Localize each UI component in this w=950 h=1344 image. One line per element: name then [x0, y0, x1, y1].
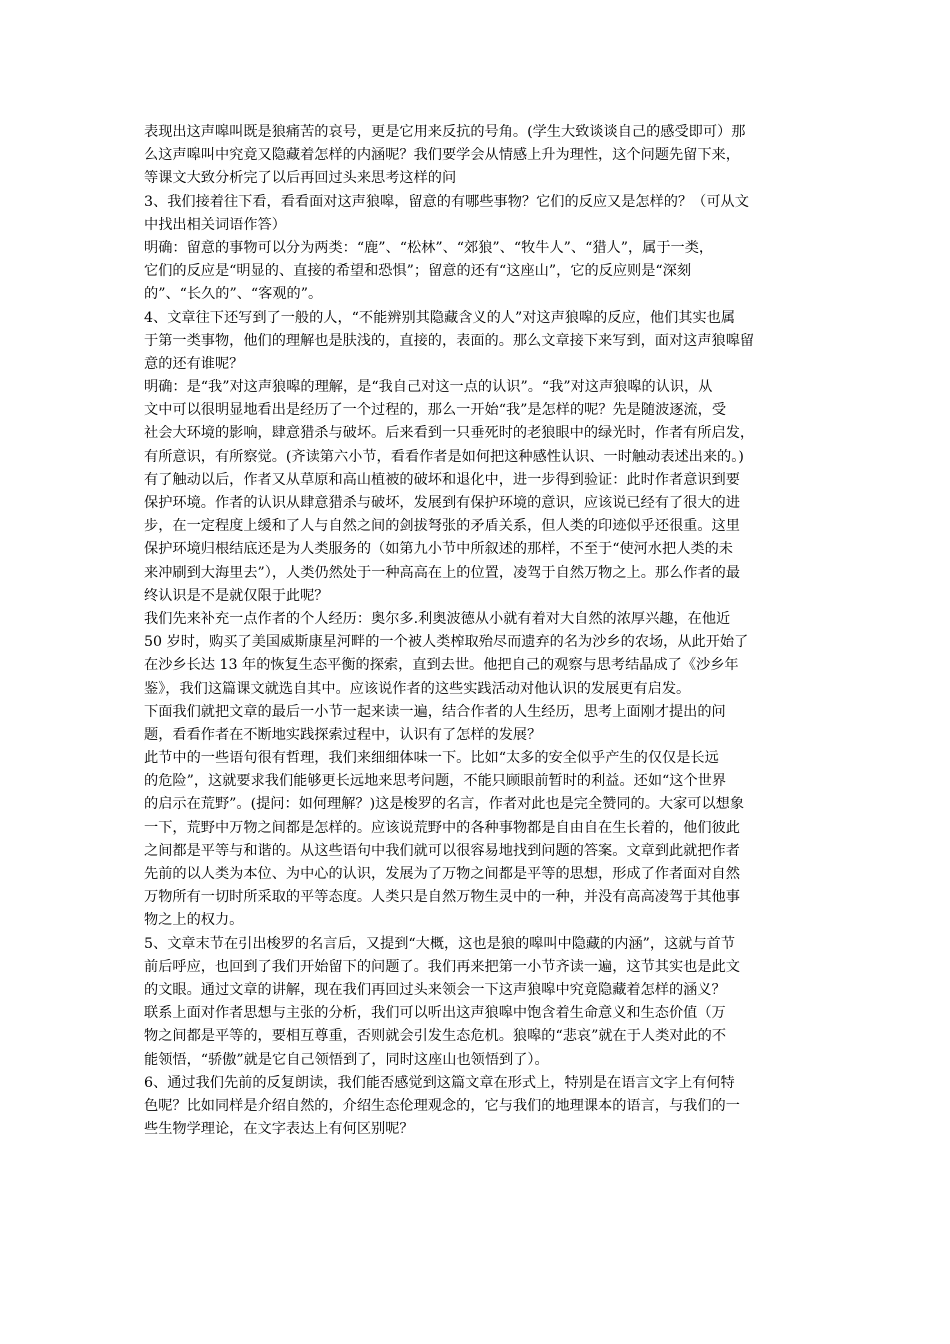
text-line: 下面我们就把文章的最后一小节一起来读一遍，结合作者的人生经历，思考上面刚才提出的问: [144, 703, 726, 720]
text-line: 些生物学理论，在文字表达上有何区别呢？: [144, 1121, 414, 1138]
text-line: 来冲刷到大海里去”），人类仍然处于一种高高在上的位置，凌驾于自然万物之上。那么作者的最: [144, 564, 741, 581]
text-line: 鉴》，我们这篇课文就选自其中。应该说作者的这些实践活动对他认识的发展更有启发。: [144, 680, 691, 697]
text-line: 的启示在荒野”。(提问：如何理解？)这是梭罗的名言，作者对此也是完全赞同的。大家可以想象: [144, 796, 745, 813]
text-line: 色呢？比如同样是介绍自然的，介绍生态伦理观念的，它与我们的地理课本的语言，与我们的一: [144, 1097, 740, 1114]
text-line: 之间都是平等与和谐的。从这些语句中我们就可以很容易地找到问题的答案。文章到此就把作者: [144, 842, 740, 859]
text-line: 的文眼。通过文章的讲解，现在我们再回过头来领会一下这声狼嗥中究竟隐藏着怎样的涵义？: [144, 981, 726, 998]
text-line: 步，在一定程度上缓和了人与自然之间的剑拔弩张的矛盾关系，但人类的印迹似乎还很重。这里: [144, 518, 740, 535]
text-line: 的危险”，这就要求我们能够更长远地来思考问题，不能只顾眼前暂时的利益。还如“这个世界: [144, 773, 727, 790]
text-line: 物之上的权力。: [144, 912, 244, 929]
text-line: 联系上面对作者思想与主张的分析，我们可以听出这声狼嗥中饱含着生命意义和生态价值（万: [144, 1005, 726, 1022]
text-line: 万物所有一切时所采取的平等态度。人类只是自然万物生灵中的一种，并没有高高凌驾于其他事: [144, 889, 740, 906]
text-line: 能领悟，“骄傲”就是它自己领悟到了，同时这座山也领悟到了）。: [144, 1051, 549, 1068]
text-line: 明确：是“我”对这声狼嗥的理解，是“我自己对这一点的认识”。“我”对这声狼嗥的认识，从: [144, 379, 713, 396]
text-line: 我们先来补充一点作者的个人经历：奥尔多.利奥波德从小就有着对大自然的浓厚兴趣，在他近: [144, 610, 731, 627]
text-line: 此节中的一些语句很有哲理，我们来细细体味一下。比如“太多的安全似乎产生的仅仅是长远: [144, 750, 719, 767]
document-body: [144, 121, 810, 1141]
text-line: 3、我们接着往下看，看看面对这声狼嗥，留意的有哪些事物？它们的反应又是怎样的？（可从文: [144, 193, 749, 210]
text-line: 一下，荒野中万物之间都是怎样的。应该说荒野中的各种事物都是自由自在生长着的，他们彼此: [144, 819, 740, 836]
text-line: 有所意识，有所察觉。(齐读第六小节，看看作者是如何把这种感性认识、一时触动表述出来的。): [144, 448, 744, 465]
text-line: 先前的以人类为本位、为中心的认识，发展为了万物之间都是平等的思想，形成了作者面对自然: [144, 866, 740, 882]
text-line: 中找出相关词语作答）: [144, 216, 286, 233]
text-line: 保护环境。作者的认识从肆意猎杀与破坏，发展到有保护环境的意识，应该说已经有了很大的进: [144, 495, 740, 511]
text-line: 保护环境归根结底还是为人类服务的（如第九小节中所叙述的那样，不至于“使河水把人类的未: [144, 541, 733, 558]
text-line: 4、文章往下还写到了一般的人，“不能辨别其隐藏含义的人”对这声狼嗥的反应，他们其实也属: [144, 309, 736, 326]
text-line: 50 岁时，购买了美国威斯康星河畔的一个被人类榨取殆尽而遗弃的名为沙乡的农场，从此开始了: [144, 634, 749, 651]
text-line: 于第一类事物，他们的理解也是肤浅的，直接的，表面的。那么文章接下来写到，面对这声狼嗥留: [144, 332, 755, 349]
text-line: 5、文章末节在引出梭罗的名言后，又提到“大概，这也是狼的嗥叫中隐藏的内涵”，这就与首节: [144, 935, 736, 952]
text-line: 终认识是不是就仅限于此呢？: [144, 587, 329, 604]
text-line: 物之间都是平等的，要相互尊重，否则就会引发生态危机。狼嗥的“悲哀”就在于人类对此的不: [144, 1028, 727, 1045]
text-line: 意的还有谁呢？: [144, 355, 244, 372]
text-line: 表现出这声嗥叫既是狼痛苦的哀号，更是它用来反抗的号角。(学生大致谈谈自己的感受即可）那: [144, 124, 746, 140]
text-line: 等课文大致分析完了以后再回过头来思考这样的问: [144, 170, 457, 187]
text-line: 文中可以很明显地看出是经历了一个过程的，那么一开始“我”是怎样的呢？先是随波逐流，受: [144, 402, 727, 419]
text-line: 6、通过我们先前的反复朗读，我们能否感觉到这篇文章在形式上，特别是在语言文字上有何特: [144, 1074, 735, 1091]
text-line: 它们的反应是“明显的、直接的希望和恐惧”；留意的还有“这座山”，它的反应则是“深刻: [144, 263, 692, 280]
text-line: 在沙乡长达 13 年的恢复生态平衡的探索，直到去世。他把自己的观察与思考结晶成了《沙乡年: [144, 657, 739, 674]
text-line: 前后呼应，也回到了我们开始留下的问题了。我们再来把第一小节齐读一遍，这节其实也是此文: [144, 958, 740, 975]
text-line: 社会大环境的影响，肆意猎杀与破坏。后来看到一只垂死时的老狼眼中的绿光时，作者有所启发，: [144, 425, 755, 442]
text-line: 题，看看作者在不断地实践探索过程中，认识有了怎样的发展？: [144, 726, 542, 743]
text-line: 的”、“长久的”、“客观的”。: [144, 286, 323, 303]
text-line: 有了触动以后，作者又从草原和高山植被的破坏和退化中，进一步得到验证：此时作者意识到要: [144, 471, 740, 488]
text-line: 么这声嗥叫中究竟又隐藏着怎样的内涵呢？我们要学会从情感上升为理性，这个问题先留下来，: [144, 147, 740, 164]
text-line: 明确：留意的事物可以分为两类：“鹿”、“松林”、“郊狼”、“牧牛人”、“猎人”，属于一类，: [144, 239, 714, 256]
